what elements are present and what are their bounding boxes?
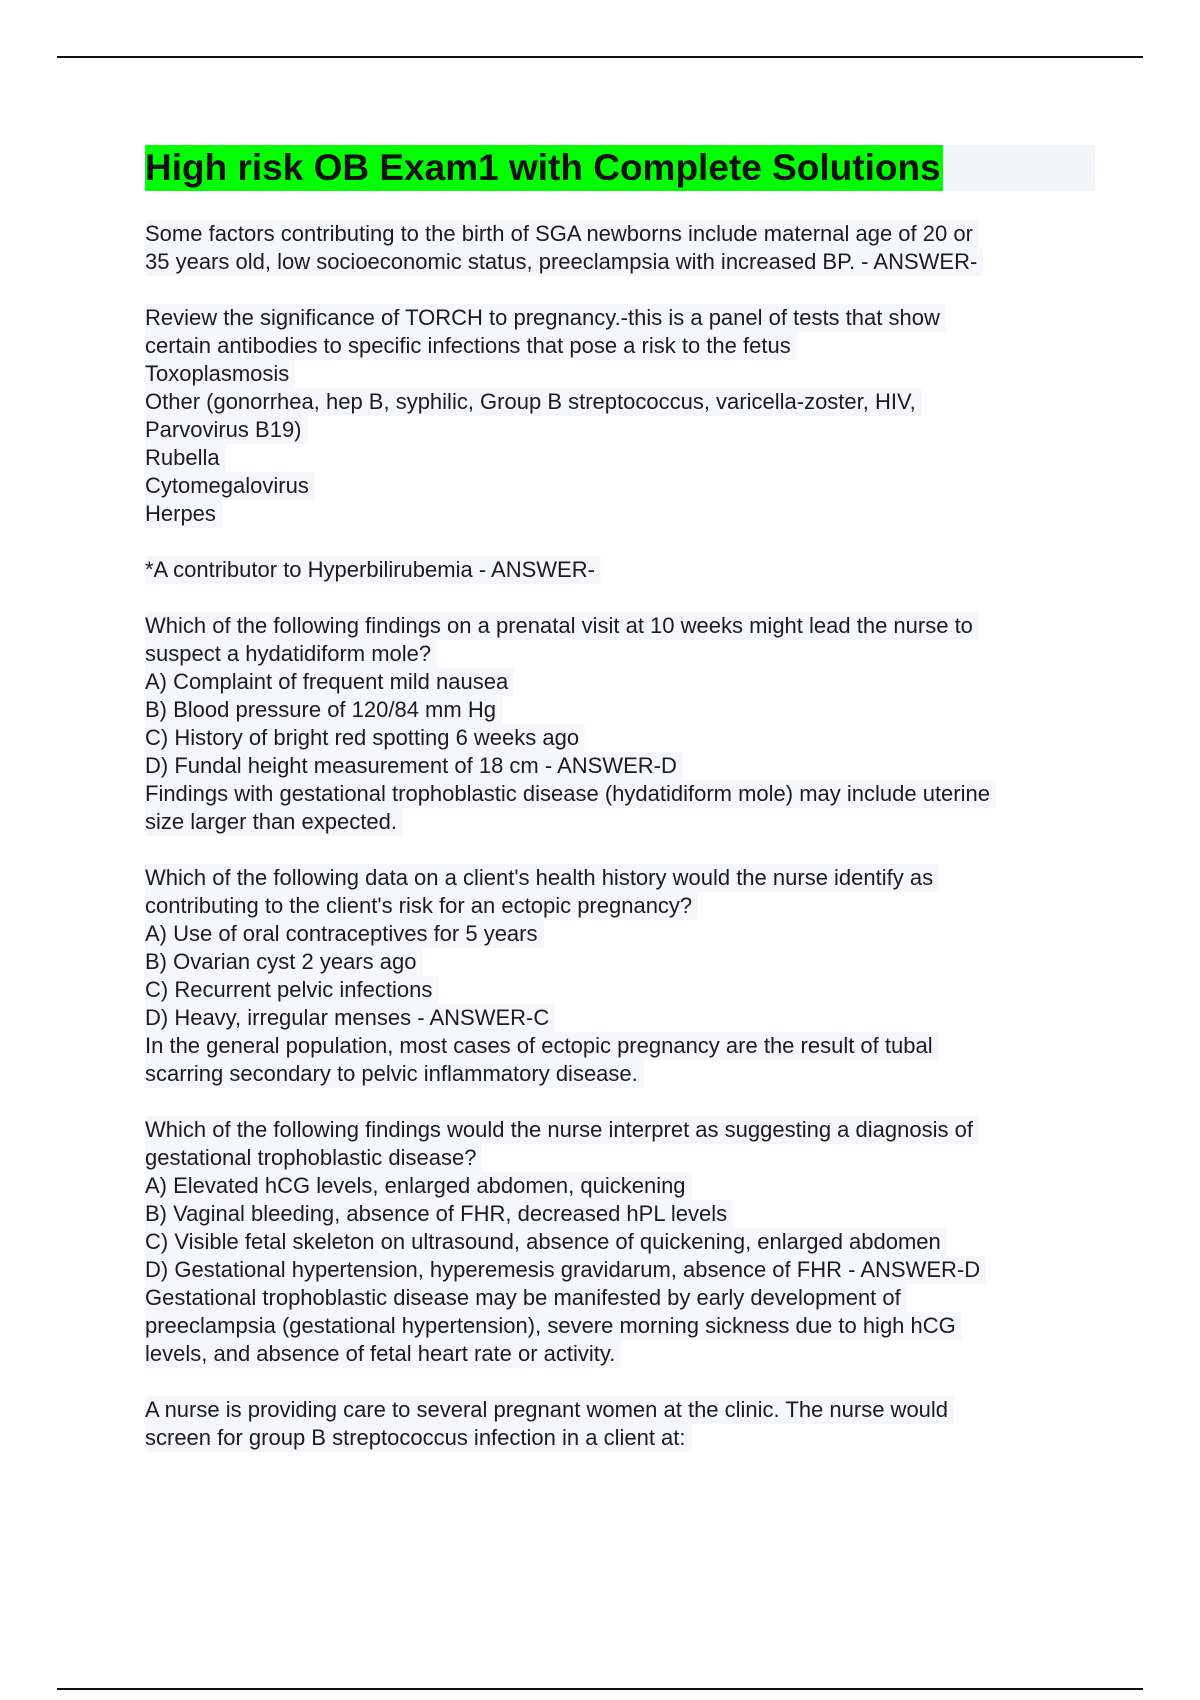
document-title: High risk OB Exam1 with Complete Solutions <box>145 145 943 191</box>
text-line: scarring secondary to pelvic inflammatory disease. <box>145 1060 644 1088</box>
text-line: B) Vaginal bleeding, absence of FHR, decreased hPL levels <box>145 1200 733 1228</box>
text-block <box>145 556 1095 584</box>
text-line: B) Ovarian cyst 2 years ago <box>145 948 422 976</box>
text-line: Herpes <box>145 500 222 528</box>
text-line: certain antibodies to specific infections that pose a risk to the fetus <box>145 332 797 360</box>
text-line: Rubella <box>145 444 226 472</box>
text-line: D) Heavy, irregular menses - ANSWER-C <box>145 1004 555 1032</box>
text-line: B) Blood pressure of 120/84 mm Hg <box>145 696 502 724</box>
document-body <box>145 220 1095 1480</box>
text-line: A nurse is providing care to several pregnant women at the clinic. The nurse would <box>145 1396 954 1424</box>
text-block <box>145 612 1095 836</box>
text-block <box>145 1116 1095 1368</box>
text-line: Gestational trophoblastic disease may be manifested by early development of <box>145 1284 907 1312</box>
text-line: In the general population, most cases of ectopic pregnancy are the result of tubal <box>145 1032 939 1060</box>
text-line: Which of the following data on a client's health history would the nurse identify as <box>145 864 939 892</box>
text-line: Which of the following findings would the nurse interpret as suggesting a diagnosis of <box>145 1116 979 1144</box>
text-line: C) Visible fetal skeleton on ultrasound, absence of quickening, enlarged abdomen <box>145 1228 947 1256</box>
bottom-rule <box>57 1688 1143 1690</box>
text-line: Parvovirus B19) <box>145 416 308 444</box>
text-block <box>145 864 1095 1088</box>
text-line: size larger than expected. <box>145 808 403 836</box>
text-block <box>145 1396 1095 1452</box>
text-line: preeclampsia (gestational hypertension), severe morning sickness due to high hCG <box>145 1312 962 1340</box>
text-line: Cytomegalovirus <box>145 472 315 500</box>
text-line: A) Complaint of frequent mild nausea <box>145 668 514 696</box>
text-line: Which of the following findings on a prenatal visit at 10 weeks might lead the nurse to <box>145 612 979 640</box>
text-line: contributing to the client's risk for an ectopic pregnancy? <box>145 892 698 920</box>
top-rule <box>57 56 1143 58</box>
text-line: suspect a hydatidiform mole? <box>145 640 437 668</box>
text-block <box>145 220 1095 276</box>
text-line: D) Gestational hypertension, hyperemesis gravidarum, absence of FHR - ANSWER-D <box>145 1256 986 1284</box>
text-line: D) Fundal height measurement of 18 cm - ANSWER-D <box>145 752 683 780</box>
text-line: levels, and absence of fetal heart rate or activity. <box>145 1340 621 1368</box>
text-line: gestational trophoblastic disease? <box>145 1144 482 1172</box>
text-line: screen for group B streptococcus infection in a client at: <box>145 1424 692 1452</box>
text-line: *A contributor to Hyperbilirubemia - ANSWER- <box>145 556 601 584</box>
text-line: Other (gonorrhea, hep B, syphilic, Group B streptococcus, varicella-zoster, HIV, <box>145 388 922 416</box>
text-line: Review the significance of TORCH to pregnancy.-this is a panel of tests that show <box>145 304 946 332</box>
text-line: C) History of bright red spotting 6 weeks ago <box>145 724 585 752</box>
text-line: 35 years old, low socioeconomic status, preeclampsia with increased BP. - ANSWER- <box>145 248 983 276</box>
text-line: Toxoplasmosis <box>145 360 295 388</box>
text-line: A) Elevated hCG levels, enlarged abdomen, quickening <box>145 1172 692 1200</box>
text-line: A) Use of oral contraceptives for 5 years <box>145 920 544 948</box>
text-line: C) Recurrent pelvic infections <box>145 976 438 1004</box>
text-line: Findings with gestational trophoblastic disease (hydatidiform mole) may include uterine <box>145 780 996 808</box>
text-block <box>145 304 1095 528</box>
text-line: Some factors contributing to the birth of SGA newborns include maternal age of 20 or <box>145 220 979 248</box>
